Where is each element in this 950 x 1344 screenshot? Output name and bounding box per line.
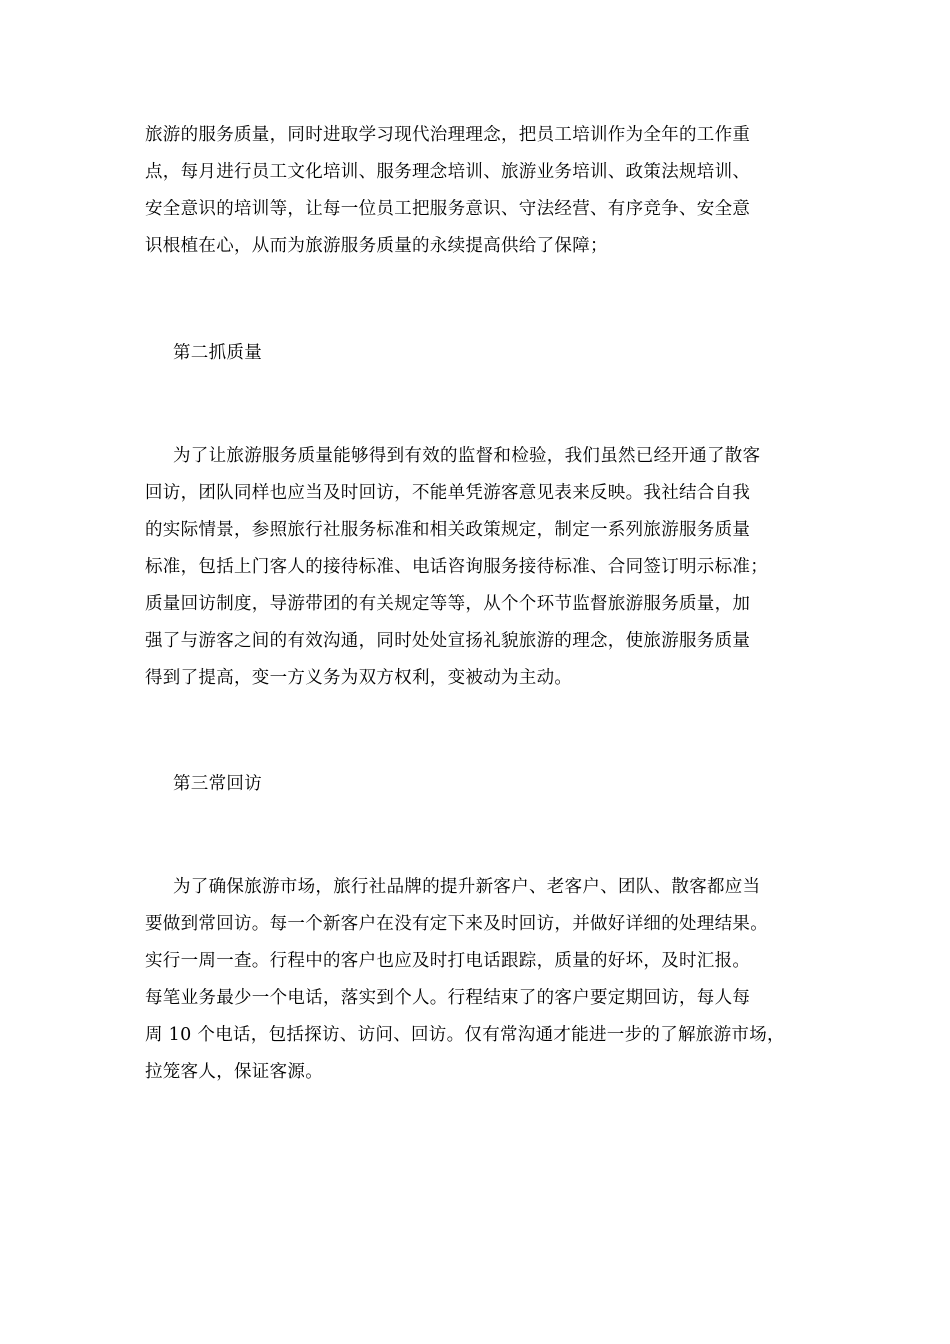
text-line: 为了让旅游服务质量能够得到有效的监督和检验，我们虽然已经开通了散客 <box>173 446 761 466</box>
text-line: 为了确保旅游市场，旅行社品牌的提升新客户、老客户、团队、散客都应当 <box>173 877 761 897</box>
text-line: 拉笼客人，保证客源。 <box>145 1062 323 1082</box>
text-line: 得到了提高，变一方义务为双方权利，变被动为主动。 <box>145 668 573 688</box>
text-line: 强了与游客之间的有效沟通，同时处处宣扬礼貌旅游的理念，使旅游服务质量 <box>145 631 751 651</box>
text-line: 质量回访制度，导游带团的有关规定等等，从个个环节监督旅游服务质量，加 <box>145 594 751 614</box>
section-heading-revisit: 第三常回访 <box>173 774 262 794</box>
text-line: 周 10 个电话，包括探访、访问、回访。仅有常沟通才能进一步的了解旅游市场， <box>145 1025 785 1045</box>
section-heading-quality: 第二抓质量 <box>173 343 262 363</box>
text-line: 识根植在心，从而为旅游服务质量的永续提高供给了保障； <box>145 236 608 256</box>
text-line: 回访，团队同样也应当及时回访，不能单凭游客意见表来反映。我社结合自我 <box>145 483 751 503</box>
text-line: 要做到常回访。每一个新客户在没有定下来及时回访，并做好详细的处理结果。 <box>145 914 768 934</box>
text-line: 点，每月进行员工文化培训、服务理念培训、旅游业务培训、政策法规培训、 <box>145 162 751 182</box>
text-line: 实行一周一查。行程中的客户也应及时打电话跟踪，质量的好坏，及时汇报。 <box>145 951 751 971</box>
text-line: 每笔业务最少一个电话，落实到个人。行程结束了的客户要定期回访，每人每 <box>145 988 751 1008</box>
text-line: 的实际情景，参照旅行社服务标准和相关政策规定，制定一系列旅游服务质量 <box>145 520 751 540</box>
text-line: 安全意识的培训等，让每一位员工把服务意识、守法经营、有序竞争、安全意 <box>145 199 751 219</box>
text-line: 旅游的服务质量，同时进取学习现代治理理念，把员工培训作为全年的工作重 <box>145 125 751 145</box>
text-line: 标准，包括上门客人的接待标准、电话咨询服务接待标准、合同签订明示标准； <box>145 557 768 577</box>
